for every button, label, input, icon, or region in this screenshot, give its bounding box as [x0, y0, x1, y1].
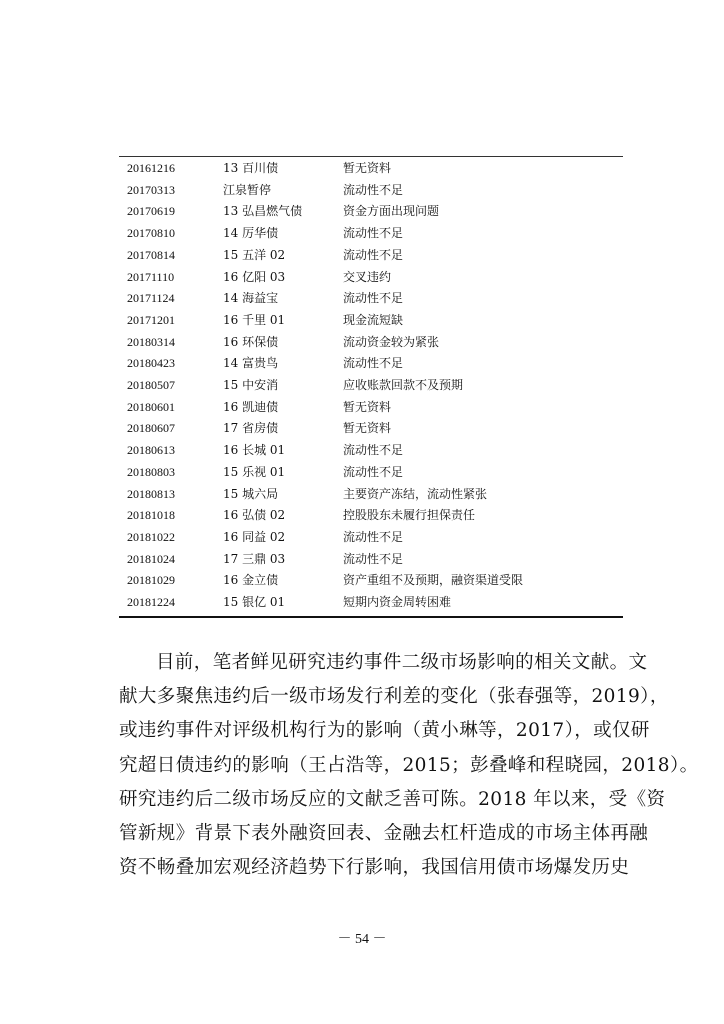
row-bond-name: 16 长城 01: [223, 443, 286, 458]
row-bond-name: 15 中安消: [223, 378, 279, 393]
row-date: 20181024: [127, 551, 175, 566]
row-bond-name: 17 省房债: [223, 421, 279, 436]
row-default-reason: 暂无资料: [343, 399, 392, 414]
row-default-reason: 控股股东未履行担保责任: [343, 508, 476, 523]
page-number: － 54 －: [337, 932, 387, 947]
row-bond-name: 16 同益 02: [223, 529, 286, 544]
row-default-reason: 暂无资料: [343, 161, 392, 175]
body-paragraph: [119, 646, 699, 885]
row-default-reason: 交叉违约: [343, 269, 392, 284]
paragraph-line: 献大多聚焦违约后一级市场发行利差的变化（张春强等，2019），: [119, 686, 669, 708]
table-row: [119, 158, 631, 180]
table-top-rule: [119, 156, 623, 157]
table-row: [119, 245, 631, 267]
table-row: [119, 418, 631, 440]
row-date: 20170810: [127, 226, 175, 241]
row-default-reason: 流动性不足: [343, 464, 404, 479]
row-default-reason: 流动性不足: [343, 356, 404, 371]
row-date: 20181022: [127, 529, 175, 544]
row-default-reason: 主要资产冻结，流动性紧张: [343, 486, 488, 501]
row-date: 20171110: [127, 269, 175, 284]
table-row: [119, 180, 631, 202]
row-date: 20181018: [127, 508, 175, 523]
row-bond-name: 16 凯迪债: [223, 399, 279, 414]
row-default-reason: 流动资金较为紧张: [343, 334, 440, 349]
row-date: 20180613: [127, 443, 175, 458]
row-date: 20180813: [127, 486, 175, 501]
row-default-reason: 现金流短缺: [343, 312, 404, 327]
paragraph-line: 研究违约后二级市场反应的文献乏善可陈。2018 年以来，受《资: [119, 788, 666, 810]
row-bond-name: 16 金立债: [223, 573, 279, 588]
table-row: [119, 267, 631, 289]
row-date: 20170619: [127, 204, 175, 219]
row-bond-name: 15 城六局: [223, 486, 279, 501]
row-date: 20170313: [127, 182, 175, 197]
default-events-table: [119, 158, 631, 614]
row-default-reason: 暂无资料: [343, 421, 392, 436]
paragraph-line: 目前，笔者鲜见研究违约事件二级市场影响的相关文献。文: [156, 652, 648, 673]
table-row: [119, 375, 631, 397]
table-row: [119, 592, 631, 614]
row-date: 20180423: [127, 356, 175, 371]
table-body: [119, 158, 631, 614]
table-row: [119, 505, 631, 527]
row-default-reason: 流动性不足: [343, 291, 404, 306]
row-default-reason: 流动性不足: [343, 182, 404, 197]
row-default-reason: 流动性不足: [343, 529, 404, 544]
table-row: [119, 288, 631, 310]
table-row: [119, 549, 631, 571]
row-default-reason: 流动性不足: [343, 247, 404, 262]
row-default-reason: 资金方面出现问题: [343, 204, 440, 219]
table-row: [119, 527, 631, 549]
row-date: 20171201: [127, 312, 175, 327]
paragraph-line: 或违约事件对评级机构行为的影响（黄小琳等，2017），或仅研: [119, 720, 650, 742]
row-date: 20180607: [127, 421, 175, 436]
row-bond-name: 13 百川债: [223, 161, 279, 175]
row-default-reason: 资产重组不及预期，融资渠道受限: [343, 573, 524, 588]
row-date: 20170814: [127, 247, 175, 262]
row-bond-name: 15 五洋 02: [223, 247, 286, 262]
row-date: 20181029: [127, 573, 175, 588]
row-default-reason: 流动性不足: [343, 551, 404, 566]
paragraph-line: 究超日债违约的影响（王占浩等，2015；彭叠峰和程晓园，2018）。: [119, 754, 699, 776]
row-bond-name: 13 弘昌燃气债: [223, 204, 303, 219]
row-bond-name: 17 三鼎 03: [223, 551, 286, 566]
row-bond-name: 16 弘债 02: [223, 508, 286, 523]
row-bond-name: 15 乐视 01: [223, 464, 286, 479]
row-bond-name: 16 亿阳 03: [223, 269, 286, 284]
row-date: 20161216: [127, 161, 175, 175]
row-default-reason: 流动性不足: [343, 443, 404, 458]
table-row: [119, 353, 631, 375]
row-date: 20180507: [127, 378, 175, 393]
paragraph-line: 管新规》背景下表外融资回表、金融去杠杆造成的市场主体再融: [119, 823, 649, 845]
row-bond-name: 江泉暂停: [223, 182, 272, 197]
row-date: 20171124: [127, 291, 175, 306]
row-default-reason: 短期内资金周转困难: [343, 595, 452, 610]
row-date: 20181224: [127, 595, 175, 610]
row-date: 20180803: [127, 464, 175, 479]
table-row: [119, 397, 631, 419]
table-row: [119, 462, 631, 484]
table-row: [119, 440, 631, 462]
row-date: 20180314: [127, 334, 175, 349]
table-row: [119, 310, 631, 332]
table-row: [119, 484, 631, 506]
row-bond-name: 14 富贵鸟: [223, 356, 279, 371]
row-bond-name: 15 银亿 01: [223, 595, 286, 610]
table-row: [119, 570, 631, 592]
row-bond-name: 16 环保债: [223, 334, 279, 349]
row-bond-name: 16 千里 01: [223, 312, 286, 327]
table-bottom-rule: [119, 616, 623, 618]
table-row: [119, 201, 631, 223]
paragraph-line: 资不畅叠加宏观经济趋势下行影响，我国信用债市场爆发历史: [119, 857, 630, 879]
row-bond-name: 14 海益宝: [223, 291, 279, 306]
row-bond-name: 14 厉华债: [223, 226, 279, 241]
row-default-reason: 应收账款回款不及预期: [343, 378, 464, 393]
row-date: 20180601: [127, 399, 175, 414]
table-row: [119, 223, 631, 245]
row-default-reason: 流动性不足: [343, 226, 404, 241]
table-row: [119, 332, 631, 354]
